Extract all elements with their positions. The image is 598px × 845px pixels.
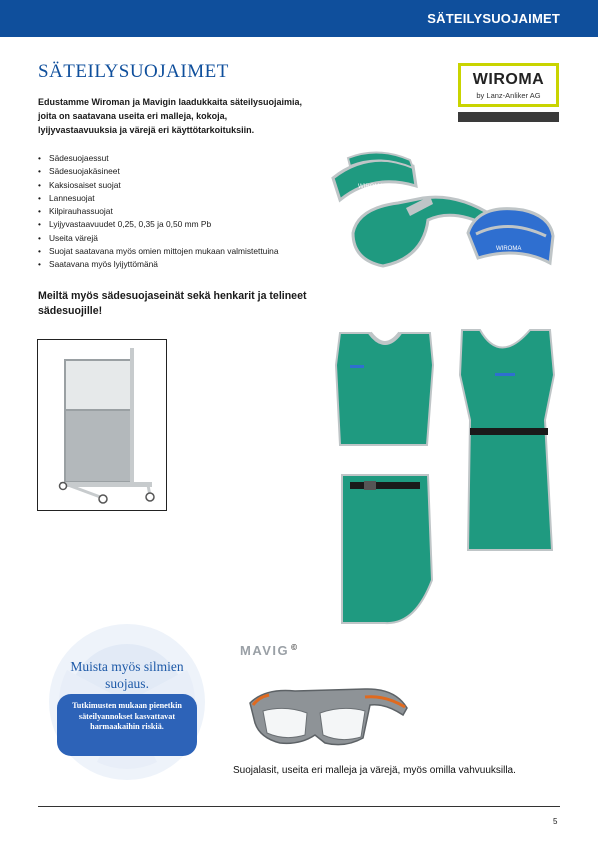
mavig-logo-symbol: © xyxy=(291,643,299,652)
apron-full xyxy=(460,330,554,550)
page-number: 5 xyxy=(553,817,558,826)
intro-paragraph: Edustamme Wiroman ja Mavigin laadukkaita säteilysuojaimia, joita on saatavana useita eri malleja, kokoja, lyijyvastaavuuksia ja värejä eri käyttötarkoituksiin. xyxy=(38,97,303,135)
mobile-shield-image xyxy=(38,340,166,510)
apron-vest xyxy=(336,333,433,445)
feature-list xyxy=(38,152,338,272)
page-title: SÄTEILYSUOJAIMET xyxy=(38,61,229,82)
logo-underbar xyxy=(458,112,559,122)
feature-item: • Saatavana myös lyijyttömänä xyxy=(38,258,338,271)
thyroid-collars-image xyxy=(328,148,558,273)
feature-item: • Useita värejä xyxy=(38,232,338,245)
feature-item: • Suojat saatavana myös omien mittojen mukaan valmistettuina xyxy=(38,245,338,258)
blue-collar xyxy=(468,209,553,263)
feature-item: • Sädesuojakäsineet xyxy=(38,165,338,178)
header-title: SÄTEILYSUOJAIMET xyxy=(427,11,560,26)
apron-skirt xyxy=(342,475,432,623)
feature-item: • Kilpirauhassuojat xyxy=(38,205,338,218)
badge-title: Muista myös silmien suojaus. xyxy=(70,659,184,691)
highlight-text: Meiltä myös sädesuojaseinät sekä henkarit ja telineet sädesuojille! xyxy=(38,290,307,317)
green-collar-label: WIROMA xyxy=(358,184,384,190)
wiroma-logo xyxy=(458,63,559,107)
feature-item: • Lyijyvastaavuudet 0,25, 0,35 ja 0,50 mm Pb xyxy=(38,218,338,231)
mobile-shield-photo xyxy=(37,339,167,511)
mavig-logo xyxy=(240,643,299,658)
badge-text: Tutkimusten mukaan pienetkin säteilyannokset kasvattavat harmaakaihin riskiä. xyxy=(72,701,182,732)
mavig-logo-name: MAVIG xyxy=(240,643,290,658)
footer-rule xyxy=(38,806,560,807)
feature-item: • Kaksiosaiset suojat xyxy=(38,179,338,192)
green-collar-cap xyxy=(333,152,416,200)
wiroma-logo-name: WIROMA xyxy=(472,71,545,88)
feature-item: • Lannesuojat xyxy=(38,192,338,205)
wiroma-logo-tagline: by Lanz-Anliker AG xyxy=(476,91,541,100)
feature-item: • Sädesuojaessut xyxy=(38,152,338,165)
safety-glasses-image xyxy=(245,683,410,753)
glasses-caption: Suojalasit, useita eri malleja ja värejä, myös omilla vahvuuksilla. xyxy=(233,765,516,776)
blue-collar-label: WIROMA xyxy=(496,246,522,252)
aprons-image xyxy=(330,325,560,625)
